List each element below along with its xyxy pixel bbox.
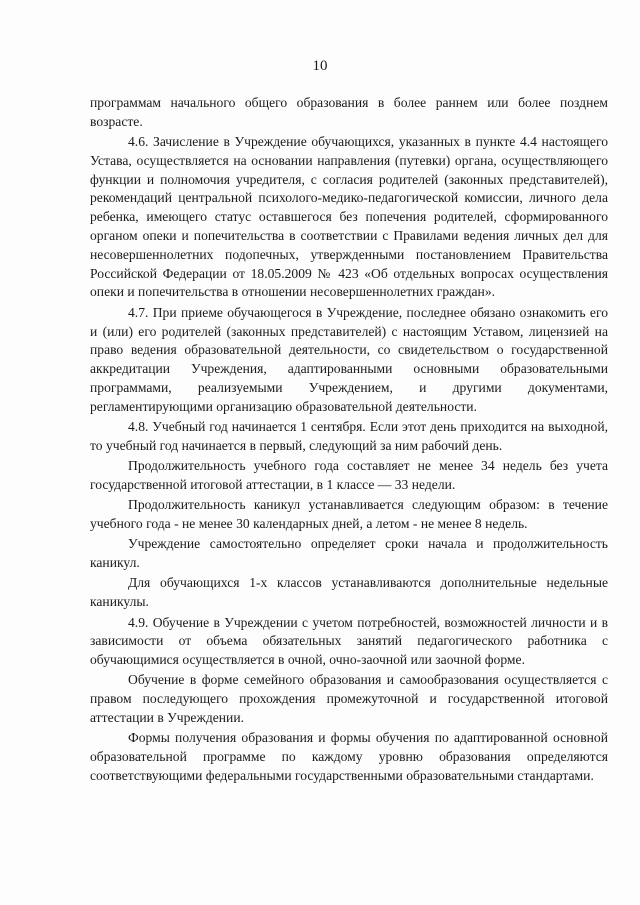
- paragraph-holiday-duration: Продолжительность каникул устанавливается следующим образом: в течение учебного года - не менее 30 календарных дней, а летом - не менее 8 недель.: [90, 497, 608, 532]
- paragraph-holiday-dates: Учреждение самостоятельно определяет сроки начала и продолжительность каникул.: [90, 536, 608, 571]
- paragraph-continuation: программам начального общего образования в более раннем или более позднем возрасте.: [90, 95, 608, 129]
- paragraph-4-8: 4.8. Учебный год начинается 1 сентября. Если этот день приходится на выходной, то учебный год начинается в первый, следующий за ним рабочий день.: [90, 419, 608, 453]
- paragraph-4-9: 4.9. Обучение в Учреждении с учетом потребностей, возможностей личности и в зависимости от объема обязательных занятий педагогического работника с обучающимися осуществляется в очной, очно-заочной или заочной форме.: [90, 614, 608, 668]
- paragraph-first-grade-holidays: Для обучающихся 1-х классов устанавливаются дополнительные недельные каникулы.: [90, 575, 608, 610]
- paragraph-family-education: Обучение в форме семейного образования и самообразования осуществляется с правом последующего прохождения промежуточной и государственной итоговой аттестации в Учреждении.: [90, 672, 608, 725]
- paragraph-education-forms: Формы получения образования и формы обучения по адаптированной основной образовательной программе по каждому уровню образования определяются соответствующими федеральными государственными образовательными стандартами.: [90, 730, 608, 783]
- paragraph-school-year-duration: Продолжительность учебного года составляет не менее 34 недель без учета государственной итоговой аттестации, в 1 классе — 33 недели.: [90, 458, 608, 492]
- page-number: 10: [312, 58, 328, 74]
- document-body: [90, 94, 608, 787]
- paragraph-4-7: 4.7. При приеме обучающегося в Учреждение, последнее обязано ознакомить его и (или) его родителей (законных представителей) с настоящим Уставом, лицензией на право ведения образовательной деятельности, со свидетельством о государственной аккредитации Учреждения, адаптированными основными образовательными программами, реализуемыми Учреждением, и другими документами, регламентирующими организацию образовательной деятельности.: [90, 304, 608, 414]
- paragraph-4-6: 4.6. Зачисление в Учреждение обучающихся, указанных в пункте 4.4 настоящего Устава, осуществляется на основании направления (путевки) органа, осуществляющего функции и полномочия учредителя, с согласия родителей (законных представителей), рекомендаций центральной психолого-медико-педагогической комиссии, личного дела ребенка, имеющего статус оставшегося без попечения родителей, сформированного органом опеки и попечительства в соответствии с Правилами ведения личных дел для несовершеннолетних подопечных, утвержденными постановлением Правительства Российской Федерации от 18.05.2009 № 423 «Об отдельных вопросах осуществления опеки и попечительства в отношении несовершеннолетних граждан».: [90, 134, 608, 300]
